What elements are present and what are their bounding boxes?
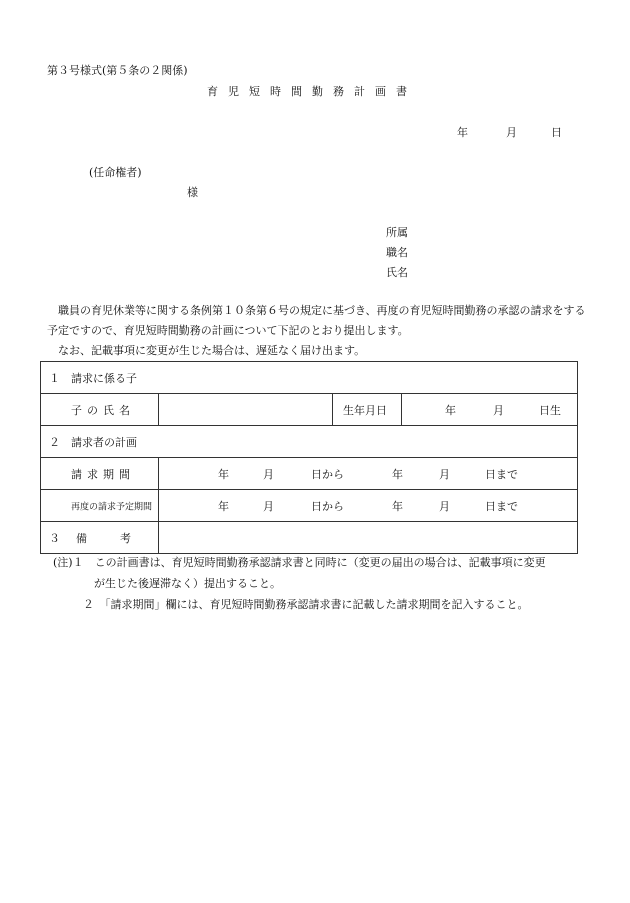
remarks-field[interactable] <box>159 522 578 554</box>
note-1-line-2: が生じた後遅滞なく）提出すること。 <box>94 577 281 590</box>
rerequest-period-row <box>41 490 578 522</box>
birthdate-field[interactable] <box>402 394 578 426</box>
name-label: 氏名 <box>386 266 408 279</box>
section2-row <box>41 426 578 458</box>
position-label: 職名 <box>386 246 408 259</box>
rerequest-period-field[interactable]: 年 月 日から 年 月 日まで <box>159 490 578 522</box>
child-name-row <box>41 394 578 426</box>
child-name-label: 子の氏名 <box>41 394 159 426</box>
date-year: 年 <box>457 126 468 139</box>
child-name-field[interactable] <box>159 394 333 426</box>
note-1-line-1: (注)１ この計画書は、育児短時間勤務承認請求書と同時に（変更の届出の場合は、記載事項に変更 <box>53 556 546 569</box>
note-2: ２ 「請求期間」欄には、育児短時間勤務承認請求書に記載した請求期間を記入すること。 <box>83 598 529 611</box>
plan-table <box>40 361 578 554</box>
remarks-label: ３ 備 考 <box>41 522 159 554</box>
date-day: 日 <box>551 126 562 139</box>
remarks-row <box>41 522 578 554</box>
body-paragraph-1: 職員の育児休業等に関する条例第１０条第６号の規定に基づき、再度の育児短時間勤務の承認の請求をする予定ですので、育児短時間勤務の計画について下記のとおり提出します。 <box>47 304 586 337</box>
document-title: 育児短時間勤務計画書 <box>207 85 417 98</box>
section1-header: １ 請求に係る子 <box>41 362 578 394</box>
notes-block <box>53 552 593 622</box>
section1-row <box>41 362 578 394</box>
birth-year-unit: 年 <box>445 403 456 417</box>
date-month: 月 <box>506 126 517 139</box>
form-number: 第３号様式(第５条の２関係) <box>47 64 188 77</box>
birthdate-label: 生年月日 <box>333 394 402 426</box>
request-period-label: 請求期間 <box>41 458 159 490</box>
affiliation-label: 所属 <box>386 226 408 239</box>
birth-month-unit: 月 <box>493 403 504 417</box>
section2-header: ２ 請求者の計画 <box>41 426 578 458</box>
honorific-sama: 様 <box>187 186 198 199</box>
appointer-label: (任命権者) <box>89 166 142 179</box>
rerequest-period-label: 再度の請求予定期間 <box>41 490 159 522</box>
request-period-row <box>41 458 578 490</box>
birth-day-unit: 日生 <box>539 403 561 417</box>
body-paragraph-2: なお、記載事項に変更が生じた場合は、遅延なく届け出ます。 <box>58 344 366 357</box>
request-period-field[interactable]: 年 月 日から 年 月 日まで <box>159 458 578 490</box>
